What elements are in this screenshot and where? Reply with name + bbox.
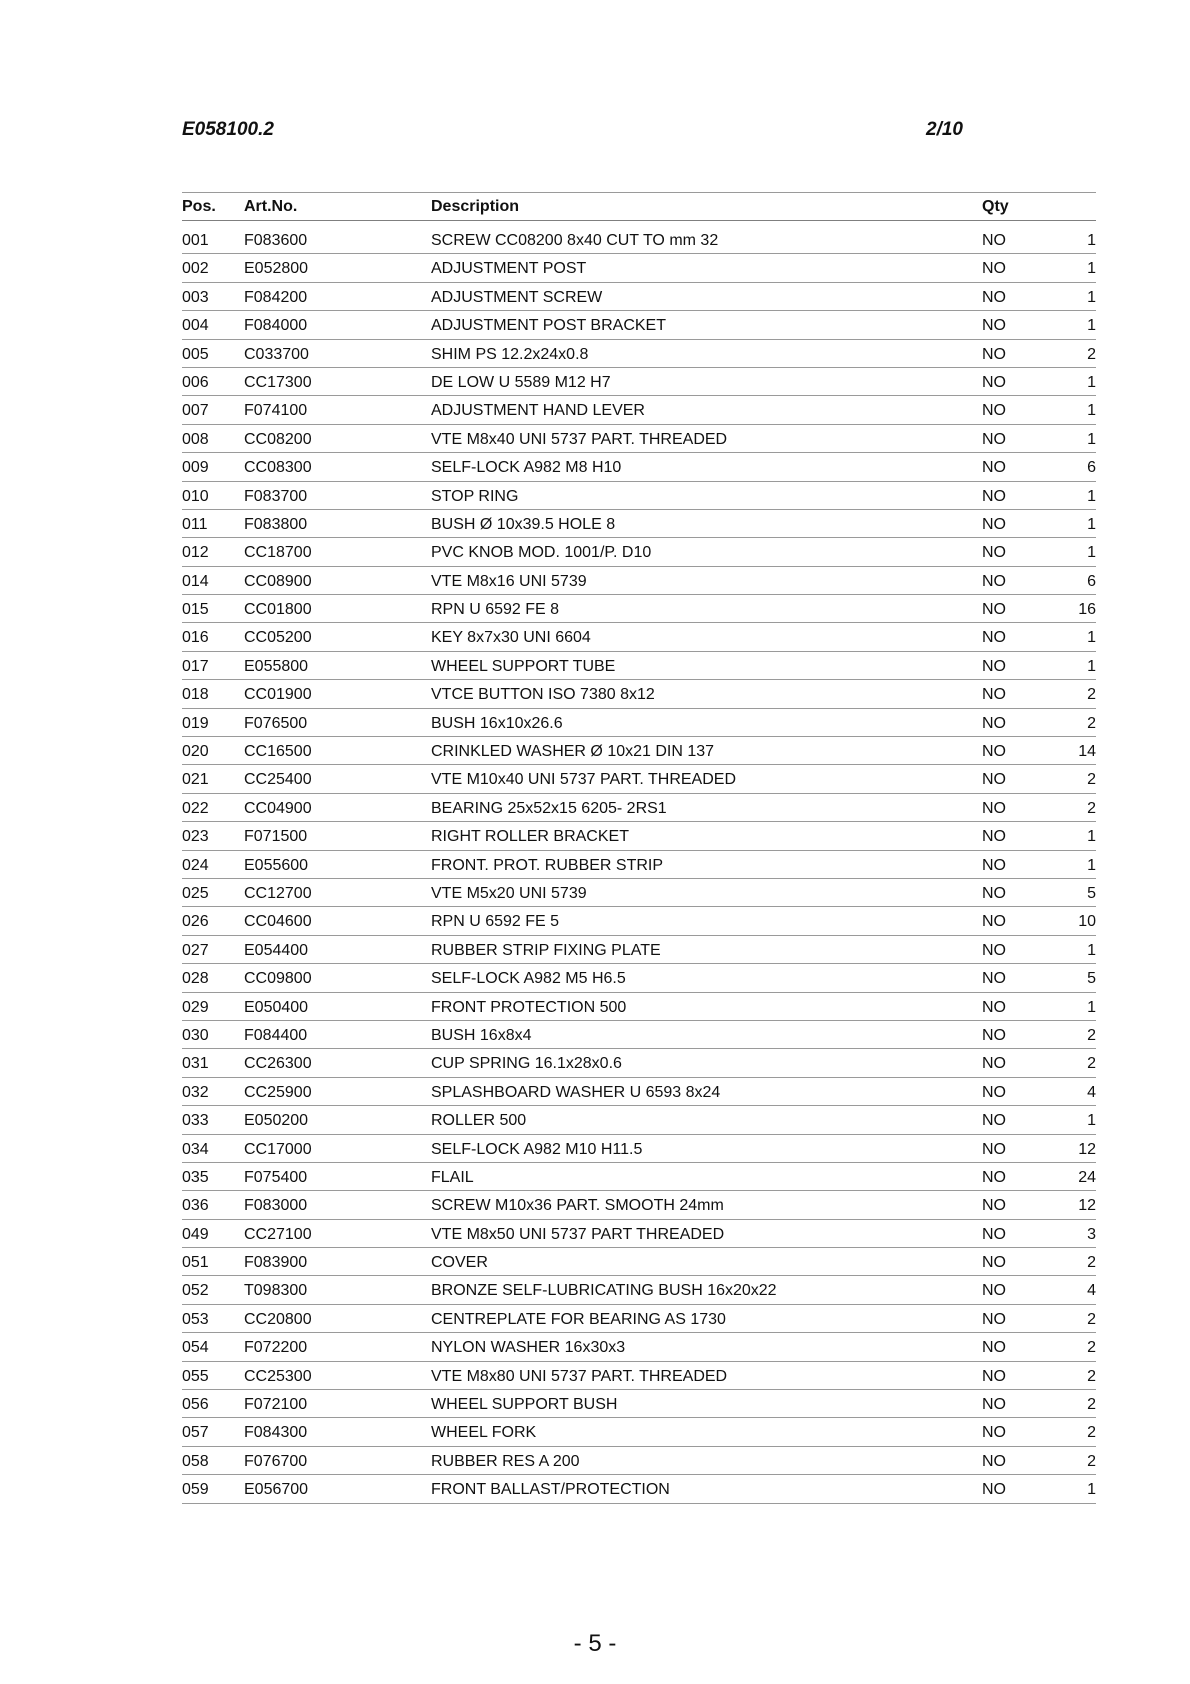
cell-description: SELF-LOCK A982 M5 H6.5: [431, 970, 626, 988]
cell-qty: 1: [1087, 1481, 1096, 1499]
cell-qty: 1: [1087, 288, 1096, 306]
cell-qty: 2: [1087, 799, 1096, 817]
cell-description: RIGHT ROLLER BRACKET: [431, 828, 629, 846]
cell-pos: 057: [182, 1424, 209, 1442]
cell-unit: NO: [982, 1140, 1006, 1158]
cell-qty: 1: [1087, 487, 1096, 505]
cell-art-no: CC08200: [244, 430, 312, 448]
table-row: [182, 1276, 1096, 1304]
table-row: [182, 623, 1096, 651]
cell-art-no: F072200: [244, 1339, 308, 1357]
cell-art-no: F075400: [244, 1168, 308, 1186]
table-row: [182, 396, 1096, 424]
cell-description: SCREW CC08200 8x40 CUT TO mm 32: [431, 232, 719, 249]
cell-unit: NO: [982, 1481, 1006, 1499]
cell-description: RPN U 6592 FE 8: [431, 601, 560, 619]
table-row: [182, 709, 1096, 737]
table-row: [182, 1078, 1096, 1106]
cell-description: SELF-LOCK A982 M8 H10: [431, 459, 622, 477]
table-row: [182, 1135, 1096, 1163]
cell-qty: 1: [1087, 941, 1096, 959]
cell-description: NYLON WASHER 16x30x3: [431, 1339, 626, 1357]
cell-description: RUBBER STRIP FIXING PLATE: [431, 941, 661, 959]
cell-art-no: F083800: [244, 515, 308, 533]
cell-qty: 14: [1078, 743, 1096, 761]
cell-unit: NO: [982, 714, 1006, 732]
cell-qty: 2: [1087, 686, 1096, 704]
cell-qty: 2: [1087, 1424, 1096, 1442]
cell-unit: NO: [982, 1310, 1006, 1328]
table-row: [182, 1418, 1096, 1446]
cell-pos: 009: [182, 459, 209, 477]
table-row: [182, 1390, 1096, 1418]
cell-qty: 4: [1087, 1083, 1096, 1101]
cell-description: VTCE BUTTON ISO 7380 8x12: [431, 686, 655, 704]
cell-unit: NO: [982, 856, 1006, 874]
table-header-row: [182, 192, 1096, 221]
cell-art-no: F076700: [244, 1452, 308, 1470]
cell-unit: NO: [982, 1424, 1006, 1442]
cell-description: SPLASHBOARD WASHER U 6593 8x24: [431, 1083, 721, 1101]
cell-art-no: CC16500: [244, 743, 312, 761]
table-row: [182, 964, 1096, 992]
cell-pos: 004: [182, 317, 209, 335]
cell-art-no: F083900: [244, 1254, 308, 1272]
cell-description: CRINKLED WASHER Ø 10x21 DIN 137: [431, 743, 715, 761]
cell-description: CENTREPLATE FOR BEARING AS 1730: [431, 1310, 726, 1328]
table-row: [182, 283, 1096, 311]
cell-pos: 026: [182, 913, 209, 931]
cell-qty: 1: [1087, 430, 1096, 448]
cell-description: BUSH Ø 10x39.5 HOLE 8: [431, 515, 616, 533]
table-row: [182, 652, 1096, 680]
cell-art-no: CC04600: [244, 913, 312, 931]
cell-art-no: CC04900: [244, 799, 312, 817]
cell-unit: NO: [982, 260, 1006, 278]
cell-description: BRONZE SELF-LUBRICATING BUSH 16x20x22: [431, 1282, 777, 1300]
cell-art-no: F072100: [244, 1396, 308, 1414]
table-row: [182, 993, 1096, 1021]
cell-unit: NO: [982, 1254, 1006, 1272]
cell-description: ADJUSTMENT POST: [431, 260, 587, 278]
cell-pos: 008: [182, 430, 209, 448]
table-row: [182, 1475, 1096, 1503]
cell-pos: 011: [182, 515, 208, 533]
cell-unit: NO: [982, 1339, 1006, 1357]
cell-unit: NO: [982, 232, 1006, 249]
cell-art-no: CC17000: [244, 1140, 312, 1158]
cell-description: ADJUSTMENT HAND LEVER: [431, 402, 645, 420]
cell-unit: NO: [982, 515, 1006, 533]
cell-unit: NO: [982, 884, 1006, 902]
cell-pos: 028: [182, 970, 209, 988]
cell-pos: 032: [182, 1083, 209, 1101]
cell-pos: 022: [182, 799, 209, 817]
cell-qty: 4: [1087, 1282, 1096, 1300]
cell-qty: 1: [1087, 317, 1096, 335]
cell-qty: 6: [1087, 459, 1096, 477]
table-row: [182, 340, 1096, 368]
cell-pos: 025: [182, 884, 209, 902]
table-row: [182, 538, 1096, 566]
cell-pos: 024: [182, 856, 209, 874]
cell-pos: 036: [182, 1197, 209, 1215]
cell-art-no: CC18700: [244, 544, 312, 562]
cell-unit: NO: [982, 998, 1006, 1016]
cell-unit: NO: [982, 1452, 1006, 1470]
cell-description: RPN U 6592 FE 5: [431, 913, 560, 931]
cell-description: VTE M5x20 UNI 5739: [431, 884, 587, 902]
cell-qty: 2: [1087, 714, 1096, 732]
cell-art-no: E056700: [244, 1481, 309, 1499]
page-reference: 2/10: [926, 119, 963, 140]
cell-description: FRONT. PROT. RUBBER STRIP: [431, 856, 664, 874]
table-row: [182, 311, 1096, 339]
cell-description: ADJUSTMENT POST BRACKET: [431, 317, 666, 335]
cell-art-no: E055800: [244, 657, 309, 675]
table-row: [182, 368, 1096, 396]
cell-art-no: CC09800: [244, 970, 312, 988]
cell-art-no: F083000: [244, 1197, 308, 1215]
cell-qty: 1: [1087, 544, 1096, 562]
table-row: [182, 1362, 1096, 1390]
cell-description: ADJUSTMENT SCREW: [431, 288, 603, 306]
table-row: [182, 794, 1096, 822]
cell-unit: NO: [982, 1225, 1006, 1243]
cell-unit: NO: [982, 743, 1006, 761]
cell-description: SCREW M10x36 PART. SMOOTH 24mm: [431, 1197, 724, 1215]
table-row: [182, 765, 1096, 793]
table-row: [182, 1333, 1096, 1361]
cell-qty: 1: [1087, 828, 1096, 846]
cell-art-no: CC12700: [244, 884, 312, 902]
cell-description: STOP RING: [431, 487, 519, 505]
cell-art-no: E052800: [244, 260, 309, 278]
cell-pos: 030: [182, 1026, 209, 1044]
cell-art-no: CC20800: [244, 1310, 312, 1328]
cell-qty: 10: [1078, 913, 1096, 931]
column-header-art-no: Art.No.: [244, 198, 298, 215]
cell-art-no: F084300: [244, 1424, 308, 1442]
cell-qty: 2: [1087, 771, 1096, 789]
cell-pos: 005: [182, 345, 209, 363]
cell-art-no: CC25900: [244, 1083, 312, 1101]
cell-unit: NO: [982, 317, 1006, 335]
cell-description: VTE M8x50 UNI 5737 PART THREADED: [431, 1225, 725, 1243]
table-row: [182, 482, 1096, 510]
cell-description: WHEEL SUPPORT BUSH: [431, 1396, 618, 1414]
cell-unit: NO: [982, 459, 1006, 477]
cell-qty: 3: [1087, 1225, 1096, 1243]
cell-qty: 2: [1087, 1026, 1096, 1044]
cell-pos: 056: [182, 1396, 209, 1414]
cell-qty: 12: [1078, 1140, 1096, 1158]
cell-description: CUP SPRING 16.1x28x0.6: [431, 1055, 622, 1073]
cell-description: FRONT PROTECTION 500: [431, 998, 627, 1016]
table-row: [182, 936, 1096, 964]
table-row: [182, 1447, 1096, 1475]
table-row: [182, 680, 1096, 708]
cell-unit: NO: [982, 487, 1006, 505]
cell-unit: NO: [982, 430, 1006, 448]
cell-art-no: E054400: [244, 941, 309, 959]
table-row: [182, 1220, 1096, 1248]
cell-qty: 24: [1078, 1168, 1096, 1186]
parts-table: [182, 192, 1096, 1504]
cell-pos: 014: [182, 572, 209, 590]
cell-unit: NO: [982, 913, 1006, 931]
page-number: - 5 -: [573, 1630, 617, 1657]
cell-pos: 055: [182, 1367, 209, 1385]
table-row: [182, 453, 1096, 481]
cell-pos: 010: [182, 487, 209, 505]
cell-unit: NO: [982, 1197, 1006, 1215]
cell-unit: NO: [982, 373, 1006, 391]
cell-pos: 001: [182, 232, 209, 249]
cell-unit: NO: [982, 1083, 1006, 1101]
cell-qty: 2: [1087, 1367, 1096, 1385]
cell-qty: 1: [1087, 515, 1096, 533]
cell-description: VTE M8x16 UNI 5739: [431, 572, 587, 590]
cell-unit: NO: [982, 402, 1006, 420]
cell-unit: NO: [982, 1168, 1006, 1186]
cell-qty: 2: [1087, 345, 1096, 363]
table-row: [182, 1305, 1096, 1333]
table-row: [182, 254, 1096, 282]
table-row: [182, 1248, 1096, 1276]
cell-description: VTE M8x40 UNI 5737 PART. THREADED: [431, 430, 728, 448]
cell-art-no: CC26300: [244, 1055, 312, 1073]
cell-qty: 1: [1087, 629, 1096, 647]
cell-art-no: CC08300: [244, 459, 312, 477]
cell-qty: 2: [1087, 1310, 1096, 1328]
column-header-pos: Pos.: [182, 198, 216, 215]
cell-description: FRONT BALLAST/PROTECTION: [431, 1481, 670, 1499]
cell-description: VTE M10x40 UNI 5737 PART. THREADED: [431, 771, 736, 789]
cell-description: ROLLER 500: [431, 1112, 527, 1130]
cell-pos: 006: [182, 373, 209, 391]
cell-description: BEARING 25x52x15 6205- 2RS1: [431, 799, 667, 817]
cell-qty: 1: [1087, 260, 1096, 278]
cell-pos: 018: [182, 686, 209, 704]
cell-qty: 2: [1087, 1254, 1096, 1272]
cell-pos: 021: [182, 771, 209, 789]
cell-qty: 2: [1087, 1055, 1096, 1073]
table-body: [182, 226, 1096, 1504]
table-row: [182, 851, 1096, 879]
cell-pos: 052: [182, 1282, 209, 1300]
cell-unit: NO: [982, 629, 1006, 647]
cell-qty: 5: [1087, 884, 1096, 902]
cell-art-no: F071500: [244, 828, 308, 846]
cell-description: VTE M8x80 UNI 5737 PART. THREADED: [431, 1367, 728, 1385]
cell-description: SHIM PS 12.2x24x0.8: [431, 345, 589, 363]
table-row: [182, 567, 1096, 595]
cell-description: KEY 8x7x30 UNI 6604: [431, 629, 591, 647]
table-row: [182, 1106, 1096, 1134]
cell-art-no: E050200: [244, 1112, 309, 1130]
cell-qty: 1: [1087, 232, 1096, 249]
cell-unit: NO: [982, 828, 1006, 846]
cell-unit: NO: [982, 657, 1006, 675]
cell-pos: 031: [182, 1055, 209, 1073]
cell-pos: 054: [182, 1339, 209, 1357]
cell-qty: 5: [1087, 970, 1096, 988]
cell-unit: NO: [982, 1026, 1006, 1044]
column-header-description: Description: [431, 198, 520, 215]
cell-art-no: CC25400: [244, 771, 312, 789]
cell-description: WHEEL FORK: [431, 1424, 537, 1442]
cell-qty: 2: [1087, 1396, 1096, 1414]
cell-description: RUBBER RES A 200: [431, 1452, 580, 1470]
cell-art-no: E055600: [244, 856, 309, 874]
cell-description: DE LOW U 5589 M12 H7: [431, 373, 611, 391]
cell-art-no: F084200: [244, 288, 308, 306]
table-row: [182, 595, 1096, 623]
cell-qty: 12: [1078, 1197, 1096, 1215]
cell-qty: 1: [1087, 856, 1096, 874]
cell-qty: 1: [1087, 402, 1096, 420]
cell-pos: 023: [182, 828, 209, 846]
cell-qty: 2: [1087, 1339, 1096, 1357]
cell-unit: NO: [982, 686, 1006, 704]
cell-qty: 1: [1087, 657, 1096, 675]
cell-pos: 029: [182, 998, 209, 1016]
cell-pos: 015: [182, 601, 209, 619]
cell-pos: 019: [182, 714, 209, 732]
cell-unit: NO: [982, 1112, 1006, 1130]
cell-description: SELF-LOCK A982 M10 H11.5: [431, 1140, 643, 1158]
cell-art-no: F084000: [244, 317, 308, 335]
table-row: [182, 907, 1096, 935]
cell-pos: 033: [182, 1112, 209, 1130]
cell-pos: 002: [182, 260, 209, 278]
table-row: [182, 879, 1096, 907]
cell-pos: 058: [182, 1452, 209, 1470]
cell-unit: NO: [982, 544, 1006, 562]
cell-pos: 020: [182, 743, 209, 761]
table-row: [182, 425, 1096, 453]
cell-art-no: CC27100: [244, 1225, 312, 1243]
cell-unit: NO: [982, 799, 1006, 817]
table-row: [182, 510, 1096, 538]
cell-pos: 051: [182, 1254, 209, 1272]
cell-qty: 1: [1087, 373, 1096, 391]
cell-pos: 049: [182, 1225, 209, 1243]
cell-pos: 053: [182, 1310, 209, 1328]
cell-art-no: F074100: [244, 402, 308, 420]
cell-description: BUSH 16x8x4: [431, 1026, 532, 1044]
cell-pos: 059: [182, 1481, 209, 1499]
cell-pos: 034: [182, 1140, 209, 1158]
cell-unit: NO: [982, 970, 1006, 988]
cell-unit: NO: [982, 1396, 1006, 1414]
cell-pos: 003: [182, 288, 209, 306]
cell-unit: NO: [982, 941, 1006, 959]
table-row: [182, 1191, 1096, 1219]
cell-qty: 6: [1087, 572, 1096, 590]
cell-unit: NO: [982, 1282, 1006, 1300]
cell-art-no: T098300: [244, 1282, 308, 1300]
cell-pos: 017: [182, 657, 209, 675]
cell-description: PVC KNOB MOD. 1001/P. D10: [431, 544, 652, 562]
table-row: [182, 822, 1096, 850]
cell-art-no: C033700: [244, 345, 309, 363]
table-row: [182, 1163, 1096, 1191]
cell-unit: NO: [982, 288, 1006, 306]
cell-unit: NO: [982, 601, 1006, 619]
cell-art-no: CC08900: [244, 572, 312, 590]
cell-art-no: F076500: [244, 714, 308, 732]
cell-qty: 1: [1087, 998, 1096, 1016]
cell-art-no: CC05200: [244, 629, 312, 647]
column-header-qty: Qty: [982, 198, 1009, 215]
cell-art-no: F083700: [244, 487, 308, 505]
table-row: [182, 737, 1096, 765]
document-header: [182, 118, 962, 142]
cell-art-no: CC25300: [244, 1367, 312, 1385]
cell-art-no: CC17300: [244, 373, 312, 391]
cell-pos: 016: [182, 629, 209, 647]
cell-pos: 007: [182, 402, 209, 420]
cell-pos: 012: [182, 544, 209, 562]
cell-art-no: F083600: [244, 232, 308, 249]
cell-art-no: CC01800: [244, 601, 312, 619]
cell-unit: NO: [982, 572, 1006, 590]
cell-unit: NO: [982, 771, 1006, 789]
cell-art-no: F084400: [244, 1026, 308, 1044]
cell-description: COVER: [431, 1254, 488, 1272]
cell-qty: 2: [1087, 1452, 1096, 1470]
cell-unit: NO: [982, 1367, 1006, 1385]
table-row: [182, 226, 1096, 254]
cell-qty: 16: [1078, 601, 1096, 619]
document-code: E058100.2: [182, 119, 274, 140]
cell-pos: 027: [182, 941, 209, 959]
cell-description: WHEEL SUPPORT TUBE: [431, 657, 616, 675]
cell-qty: 1: [1087, 1112, 1096, 1130]
table-row: [182, 1049, 1096, 1077]
cell-unit: NO: [982, 1055, 1006, 1073]
cell-art-no: E050400: [244, 998, 309, 1016]
cell-description: BUSH 16x10x26.6: [431, 714, 563, 732]
table-row: [182, 1021, 1096, 1049]
cell-pos: 035: [182, 1168, 209, 1186]
cell-description: FLAIL: [431, 1168, 474, 1186]
cell-art-no: CC01900: [244, 686, 312, 704]
cell-unit: NO: [982, 345, 1006, 363]
